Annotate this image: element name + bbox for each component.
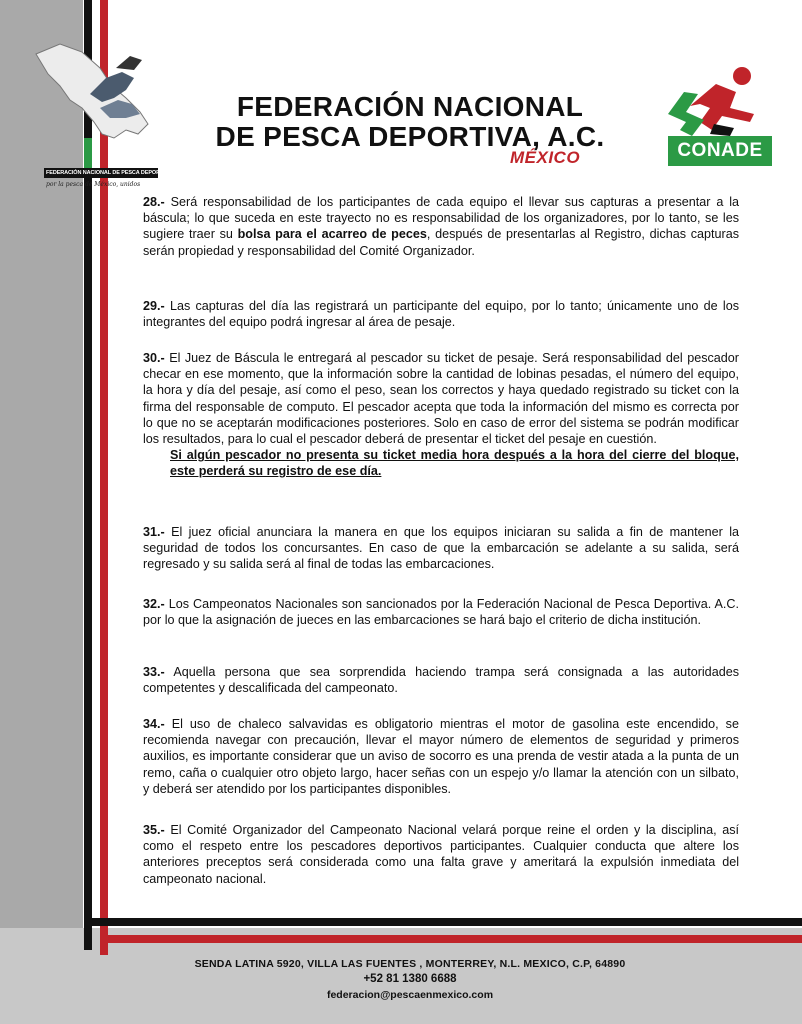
conade-label: CONADE: [668, 136, 772, 166]
clause-text: El juez oficial anunciara la manera en que los equipos iniciaran su salida a fin de mantener la seguridad de todos los concursantes. En caso de que la embarcación se adelante a su salida, será regresado y su salida será al final de todas las embarcaciones.: [143, 525, 739, 572]
clause-number: 28.-: [143, 195, 165, 209]
clause-33: [143, 664, 739, 696]
clause-34: [143, 716, 739, 797]
clause-text: El Juez de Báscula le entregará al pescador su ticket de pesaje. Será responsabilidad del pescador checar en ese momento, que la información sobre la cantidad de lobinas pesadas, el número del equipo, la hora y día del pesaje, así como el peso, sean los correctos y haya quedado registrado su ticket con la firma del responsable de computo. El pescador acepta que toda la información del mismo es correcta por lo que no se aceptarán modificaciones posteriores. Solo en caso de error del sistema se podrán modificar los resultados, para lo cual el pescador deberá de presentar el ticket del pesaje en cuestión.: [143, 351, 740, 447]
clause-number: 30.-: [143, 351, 165, 365]
horizontal-red-stripe: [108, 935, 802, 943]
clause-28: [143, 194, 739, 259]
clause-30: [143, 350, 739, 480]
page-subtitle: MÉXICO: [510, 148, 581, 167]
logo-caption: FEDERACIÓN NACIONAL DE PESCA DEPORTIVA A.C.: [46, 170, 184, 176]
clause-text: El uso de chaleco salvavidas es obligatorio mientras el motor de gasolina este encendido, se recomienda navegar con precaución, llevar el mayor número de elementos de seguridad y primeros auxilios, es importante considerar que un aviso de socorro es una prenda de vestir atada a la punta de un remo, caña o cualquier otro objeto largo, hacer señas con un espejo y/o llamar la atención con un silbato, y deberá ser atendido por los participantes disponibles.: [143, 717, 739, 796]
clause-text: El Comité Organizador del Campeonato Nacional velará porque reine el orden y la disciplina, así como el respeto entre los pescadores deportivos participantes. Cualquier conducta que altere los anteriores preceptos será considerada como una falta grave y ameritará la expulsión inmediata del campeonato nacional.: [143, 823, 740, 886]
clause-32: [143, 596, 739, 628]
clause-number: 33.-: [143, 665, 165, 679]
clause-bold-text: bolsa para el acarreo de peces: [237, 227, 427, 242]
horizontal-black-stripe: [84, 918, 802, 926]
clause-number: 31.-: [143, 525, 165, 539]
clause-text-end: , después de presentarlas al Registro, dichas capturas serán propiedad y responsabilidad del Comité Organizador.: [143, 227, 739, 258]
title-line-1: FEDERACIÓN NACIONAL: [236, 91, 584, 122]
footer-email: federacion@pescaenmexico.com: [326, 989, 494, 1001]
footer-address: SENDA LATINA 5920, VILLA LAS FUENTES , MONTERREY, N.L. MEXICO, C.P, 64890: [194, 958, 626, 970]
clause-number: 35.-: [143, 823, 165, 837]
clause-underlined-text: Si algún pescador no presenta su ticket media hora después a la hora del cierre del bloque, este perderá su registro de ese día.: [170, 448, 739, 479]
clause-text: Las capturas del día las registrará un participante del equipo, por lo tanto; únicamente uno de los integrantes del equipo podrá ingresar al área de pesaje.: [143, 299, 739, 330]
footer-phone: +52 81 1380 6688: [363, 973, 457, 985]
title-line-2: DE PESCA DEPORTIVA, A.C.: [215, 121, 605, 152]
page-title: [200, 92, 620, 152]
federation-logo: [30, 38, 184, 188]
clause-31: [143, 524, 739, 573]
clause-number: 29.-: [143, 299, 165, 313]
clause-number: 32.-: [143, 597, 165, 611]
clause-text: Los Campeonatos Nacionales son sancionados por la Federación Nacional de Pesca Deportiva. A.C. por lo que la asignación de jueces en las embarcaciones se hará bajo el criterio de dicha institución.: [143, 597, 740, 628]
clause-text: Será responsabilidad de los participantes de cada equipo el llevar sus capturas a presentar a la báscula; lo que suceda en este trayecto no es responsabilidad de los organizadores, por lo tanto, se les sugiere traer su: [143, 195, 740, 242]
clause-29: [143, 298, 739, 330]
logo-slogan: por la pesca de México, unidos: [46, 181, 141, 188]
clause-text: Aquella persona que sea sorprendida haciendo trampa será consignada a las autoridades competentes y descalificada del campeonato.: [143, 665, 739, 696]
clause-number: 34.-: [143, 717, 165, 731]
clause-35: [143, 822, 739, 887]
